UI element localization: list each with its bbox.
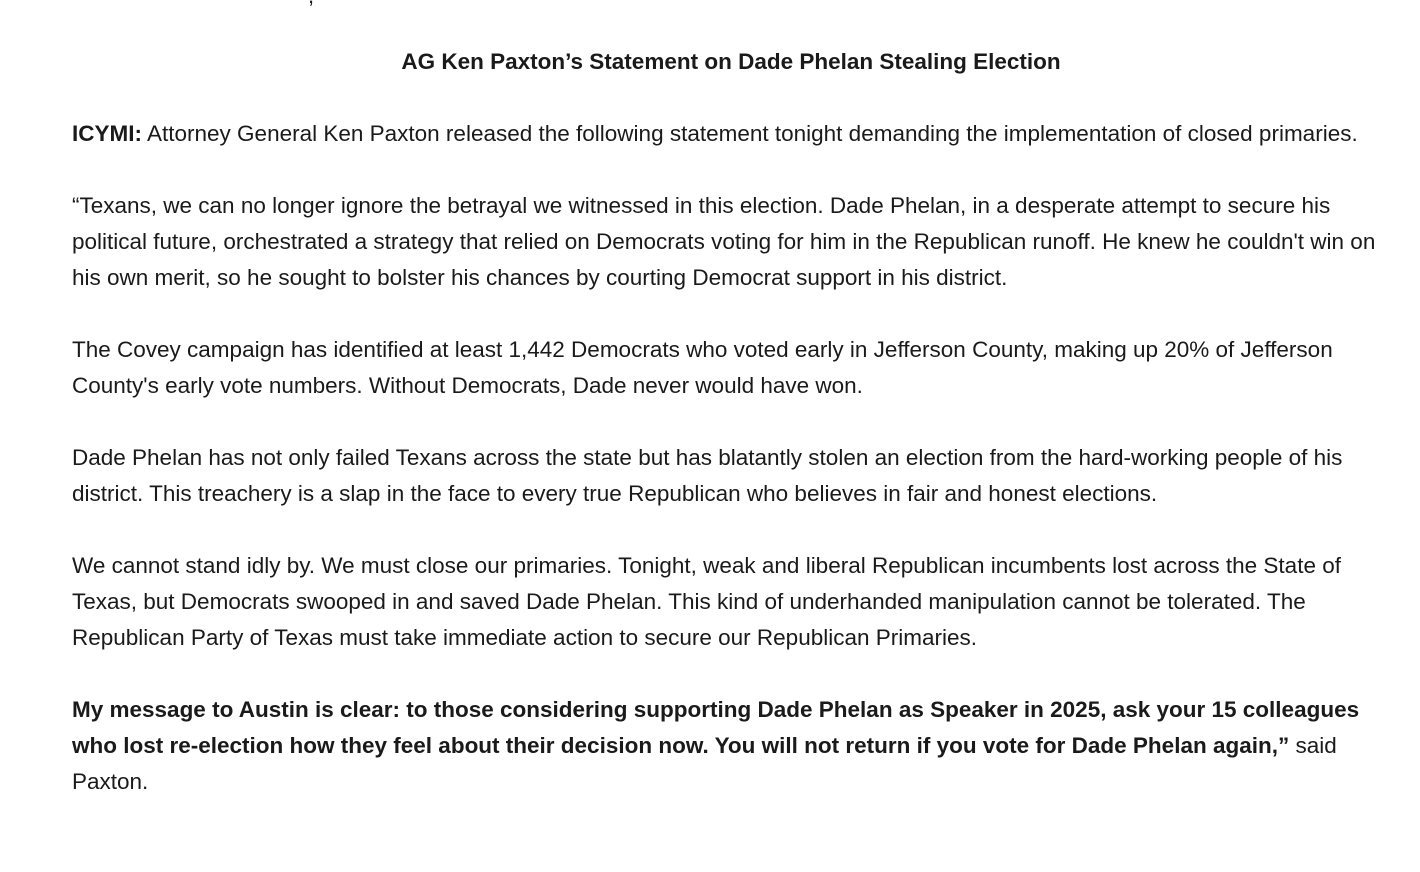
quote-paragraph-2: The Covey campaign has identified at least 1,442 Democrats who voted early in Jefferson County, making up 20% of Jefferson County's early vote numbers. Without Democrats, Dade never would have won.	[72, 337, 1333, 398]
previous-content-text	[308, 0, 314, 14]
intro-paragraph	[72, 116, 1394, 152]
closing-bold-text: My message to Austin is clear: to those considering supporting Dade Phelan as Speaker in 2025, ask your 15 colleagues who lost re-election how they feel about their decision now. You will not return if you vote for Dade Phelan again,”	[72, 697, 1360, 758]
quote-paragraph-1: “Texans, we can no longer ignore the betrayal we witnessed in this election. Dade Phelan, in a desperate attempt to secure his political future, orchestrated a strategy that relied on Democrats voting for him in the Republican runoff. He knew he couldn't win on his own merit, so he sought to bolster his chances by courting Democrat support in his district.	[72, 193, 1376, 290]
icymi-label: ICYMI:	[72, 121, 142, 146]
statement-title: AG Ken Paxton’s Statement on Dade Phelan Stealing Election	[401, 49, 1061, 74]
closing-paragraph	[72, 692, 1394, 800]
previous-content-fragment	[72, 0, 372, 8]
closing-attribution: said Paxton.	[72, 733, 1337, 794]
intro-text: Attorney General Ken Paxton released the following statement tonight demanding the implementation of closed primaries.	[142, 121, 1358, 146]
statement-document	[72, 44, 1394, 836]
quote-paragraph-4: We cannot stand idly by. We must close our primaries. Tonight, weak and liberal Republican incumbents lost across the State of Texas, but Democrats swooped in and saved Dade Phelan. This kind of underhanded manipulation cannot be tolerated. The Republican Party of Texas must take immediate action to secure our Republican Primaries.	[72, 553, 1341, 650]
quote-paragraph-3: Dade Phelan has not only failed Texans across the state but has blatantly stolen an election from the hard-working people of his district. This treachery is a slap in the face to every true Republican who believes in fair and honest elections.	[72, 445, 1343, 506]
